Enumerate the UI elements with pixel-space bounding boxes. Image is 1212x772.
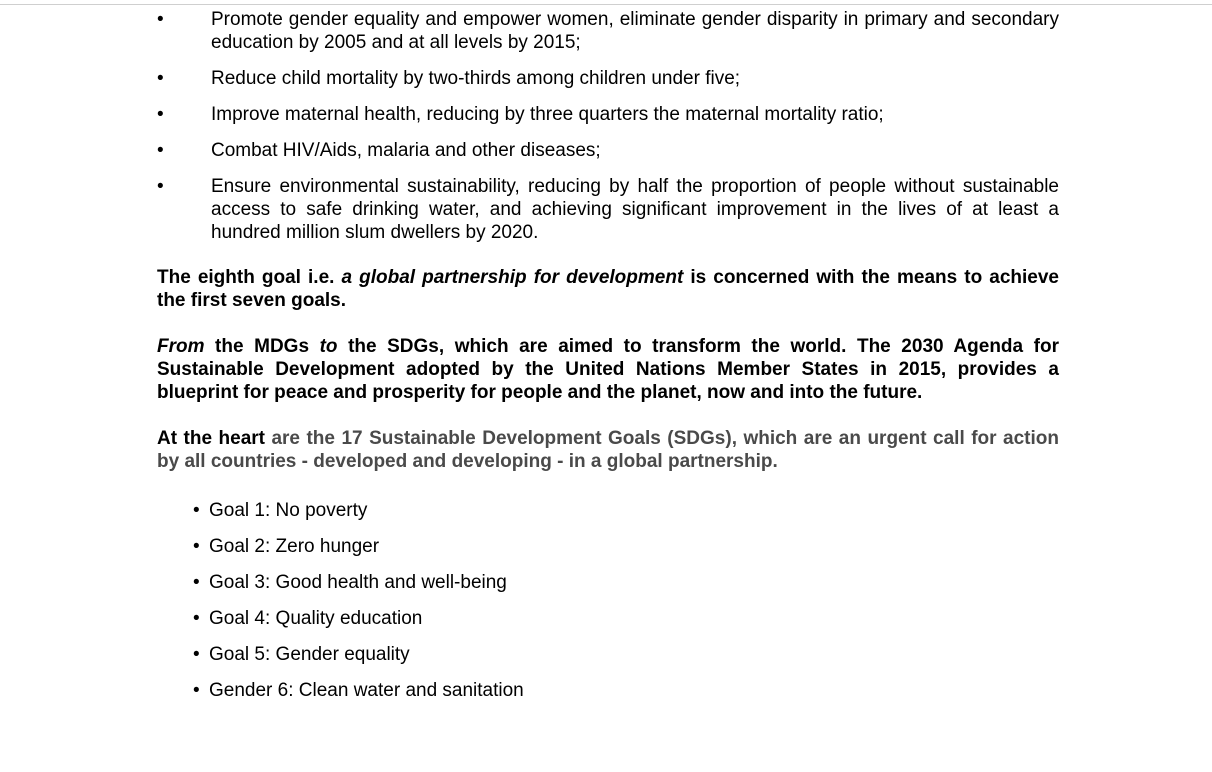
mdg-bullet: • Improve maternal health, reducing by three quarters the maternal mortality ratio; (157, 104, 884, 125)
eighth-goal-paragraph: The eighth goal i.e. a global partnership for development is concerned with the means to achieve the first seven goals. (157, 267, 1059, 311)
goal-item: • Goal 5: Gender equality (193, 644, 410, 665)
goal-item: • Goal 2: Zero hunger (193, 536, 380, 557)
goal-item: • Goal 3: Good health and well-being (193, 572, 507, 593)
sdg-goal-list (193, 499, 1059, 715)
goal-item: • Goal 1: No poverty (193, 500, 368, 521)
goal-item: • Goal 4: Quality education (193, 608, 423, 629)
mdg-bullet: • Ensure environmental sustainability, reducing by half the proportion of people without sustainable access to safe drinking water, and achieving significant improvement in the lives of at least a hundred million slum dwellers by 2020. (157, 176, 1059, 243)
mdg-bullet: • Reduce child mortality by two-thirds among children under five; (157, 68, 741, 89)
heart-paragraph: At the heart are the 17 Sustainable Development Goals (SDGs), which are an urgent call for action by all countries - developed and developing - in a global partnership. (157, 428, 1059, 472)
document-body (157, 8, 1059, 715)
goal-item: • Gender 6: Clean water and sanitation (193, 680, 524, 701)
mdg-bullet: • Promote gender equality and empower women, eliminate gender disparity in primary and secondary education by 2005 and at all levels by 2015; (157, 9, 1059, 53)
mdgs-to-sdgs-paragraph: From the MDGs to the SDGs, which are aimed to transform the world. The 2030 Agenda for Sustainable Development adopted by the United Nations Member States in 2015, provides a blueprint for peace and prosperity for people and the planet, now and into the future. (157, 336, 1059, 403)
mdg-bullet: • Combat HIV/Aids, malaria and other diseases; (157, 140, 601, 161)
page-top-border (0, 4, 1212, 5)
